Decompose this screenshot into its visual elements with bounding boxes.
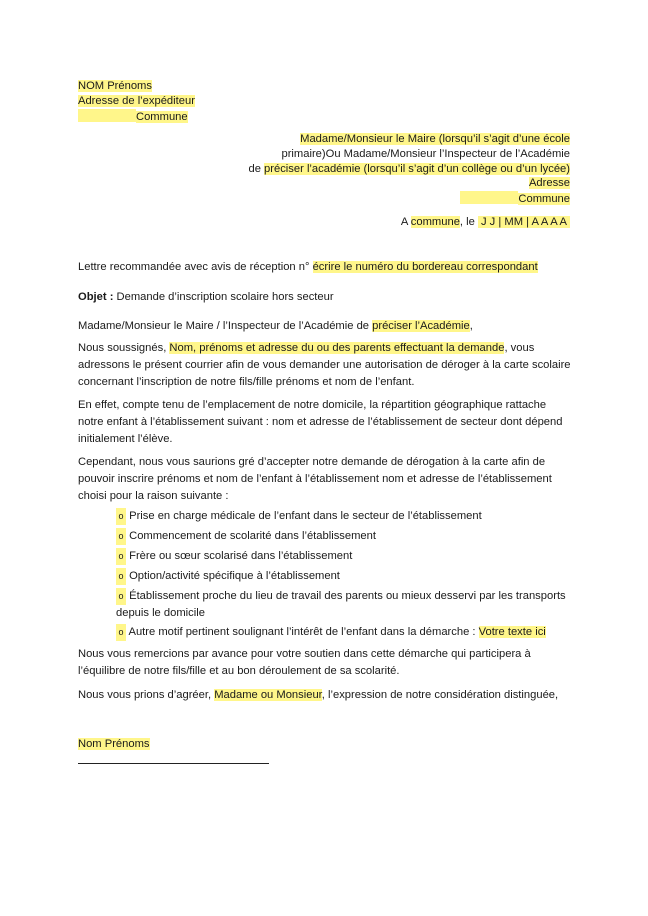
recipient-line3: de préciser l’académie (lorsqu’il s’agit d’un collège ou d’un lycée) xyxy=(248,163,570,175)
bullet-circle-icon: o xyxy=(116,528,126,545)
recipient-line1: Madame/Monsieur le Maire (lorsqu’il s’agit d’une école xyxy=(300,133,570,145)
salutation: Madame/Monsieur le Maire / l’Inspecteur de l’Académie de préciser l’Académie, xyxy=(78,320,473,332)
closing-formula: Nous vous prions d’agréer, Madame ou Monsieur, l’expression de notre considération distinguée, xyxy=(78,689,559,701)
list-item: o Autre motif pertinent soulignant l’intérêt de l’enfant dans la démarche : Votre texte ici xyxy=(116,624,572,641)
list-item: o Établissement proche du lieu de travail des parents ou mieux desservi par les transports depuis le domicile xyxy=(116,590,566,619)
blank-field xyxy=(460,191,518,204)
recipient-line2: primaire)Ou Madame/Monsieur l’Inspecteur de l’Académie xyxy=(281,148,570,160)
list-item: o Frère ou sœur scolarisé dans l’établissement xyxy=(116,548,572,565)
list-item: o Prise en charge médicale de l’enfant dans le secteur de l’établissement xyxy=(116,508,572,525)
bullet-circle-icon: o xyxy=(116,568,126,585)
recipient-city: Commune xyxy=(460,191,570,207)
object-line: Objet : Demande d’inscription scolaire hors secteur xyxy=(78,291,334,303)
list-item: o Commencement de scolarité dans l’établissement xyxy=(116,528,572,545)
paragraph-location: En effet, compte tenu de l’emplacement de notre domicile, la répartition géographique rattache notre enfant à l’établissement suivant : nom et adresse de l’établissement de secteur dont dépend initialement l’élève. xyxy=(78,399,563,445)
blank-field xyxy=(78,109,136,122)
signature-line xyxy=(78,763,269,764)
sender-name: NOM Prénoms xyxy=(78,80,152,92)
registered-mail-line: Lettre recommandée avec avis de réception n° écrire le numéro du bordereau correspondant xyxy=(78,261,538,273)
paragraph-derogation: Cependant, nous vous saurions gré d’accepter notre demande de dérogation à la carte afin de pouvoir inscrire prénoms et nom de l’enfant à l’établissement nom et adresse de l’établissement choisi pour la raison suivante : xyxy=(78,456,552,502)
bullet-circle-icon: o xyxy=(116,624,126,641)
paragraph-thanks: Nous vous remercions par avance pour votre soutien dans cette démarche qui participera à l’équilibre de notre fils/fille et au bon déroulement de sa scolarité. xyxy=(78,648,531,677)
paragraph-request: Nous soussignés, Nom, prénoms et adresse du ou des parents effectuant la demande, vous adressons le présent courrier afin de vous demander une autorisation de déroger à la carte scolaire concernant l’inscription de notre fils/fille prénoms et nom de l’enfant. xyxy=(78,342,571,388)
recipient-address: Adresse xyxy=(528,177,570,189)
bullet-circle-icon: o xyxy=(116,588,126,605)
place-date: A commune, le J J | MM | A A A A xyxy=(401,215,570,230)
bullet-circle-icon: o xyxy=(116,548,126,565)
list-item: o Option/activité spécifique à l’établissement xyxy=(116,568,572,585)
signature-name: Nom Prénoms xyxy=(78,738,150,750)
sender-city: Commune xyxy=(78,109,188,125)
sender-address: Adresse de l’expéditeur xyxy=(78,95,195,107)
bullet-circle-icon: o xyxy=(116,508,126,525)
